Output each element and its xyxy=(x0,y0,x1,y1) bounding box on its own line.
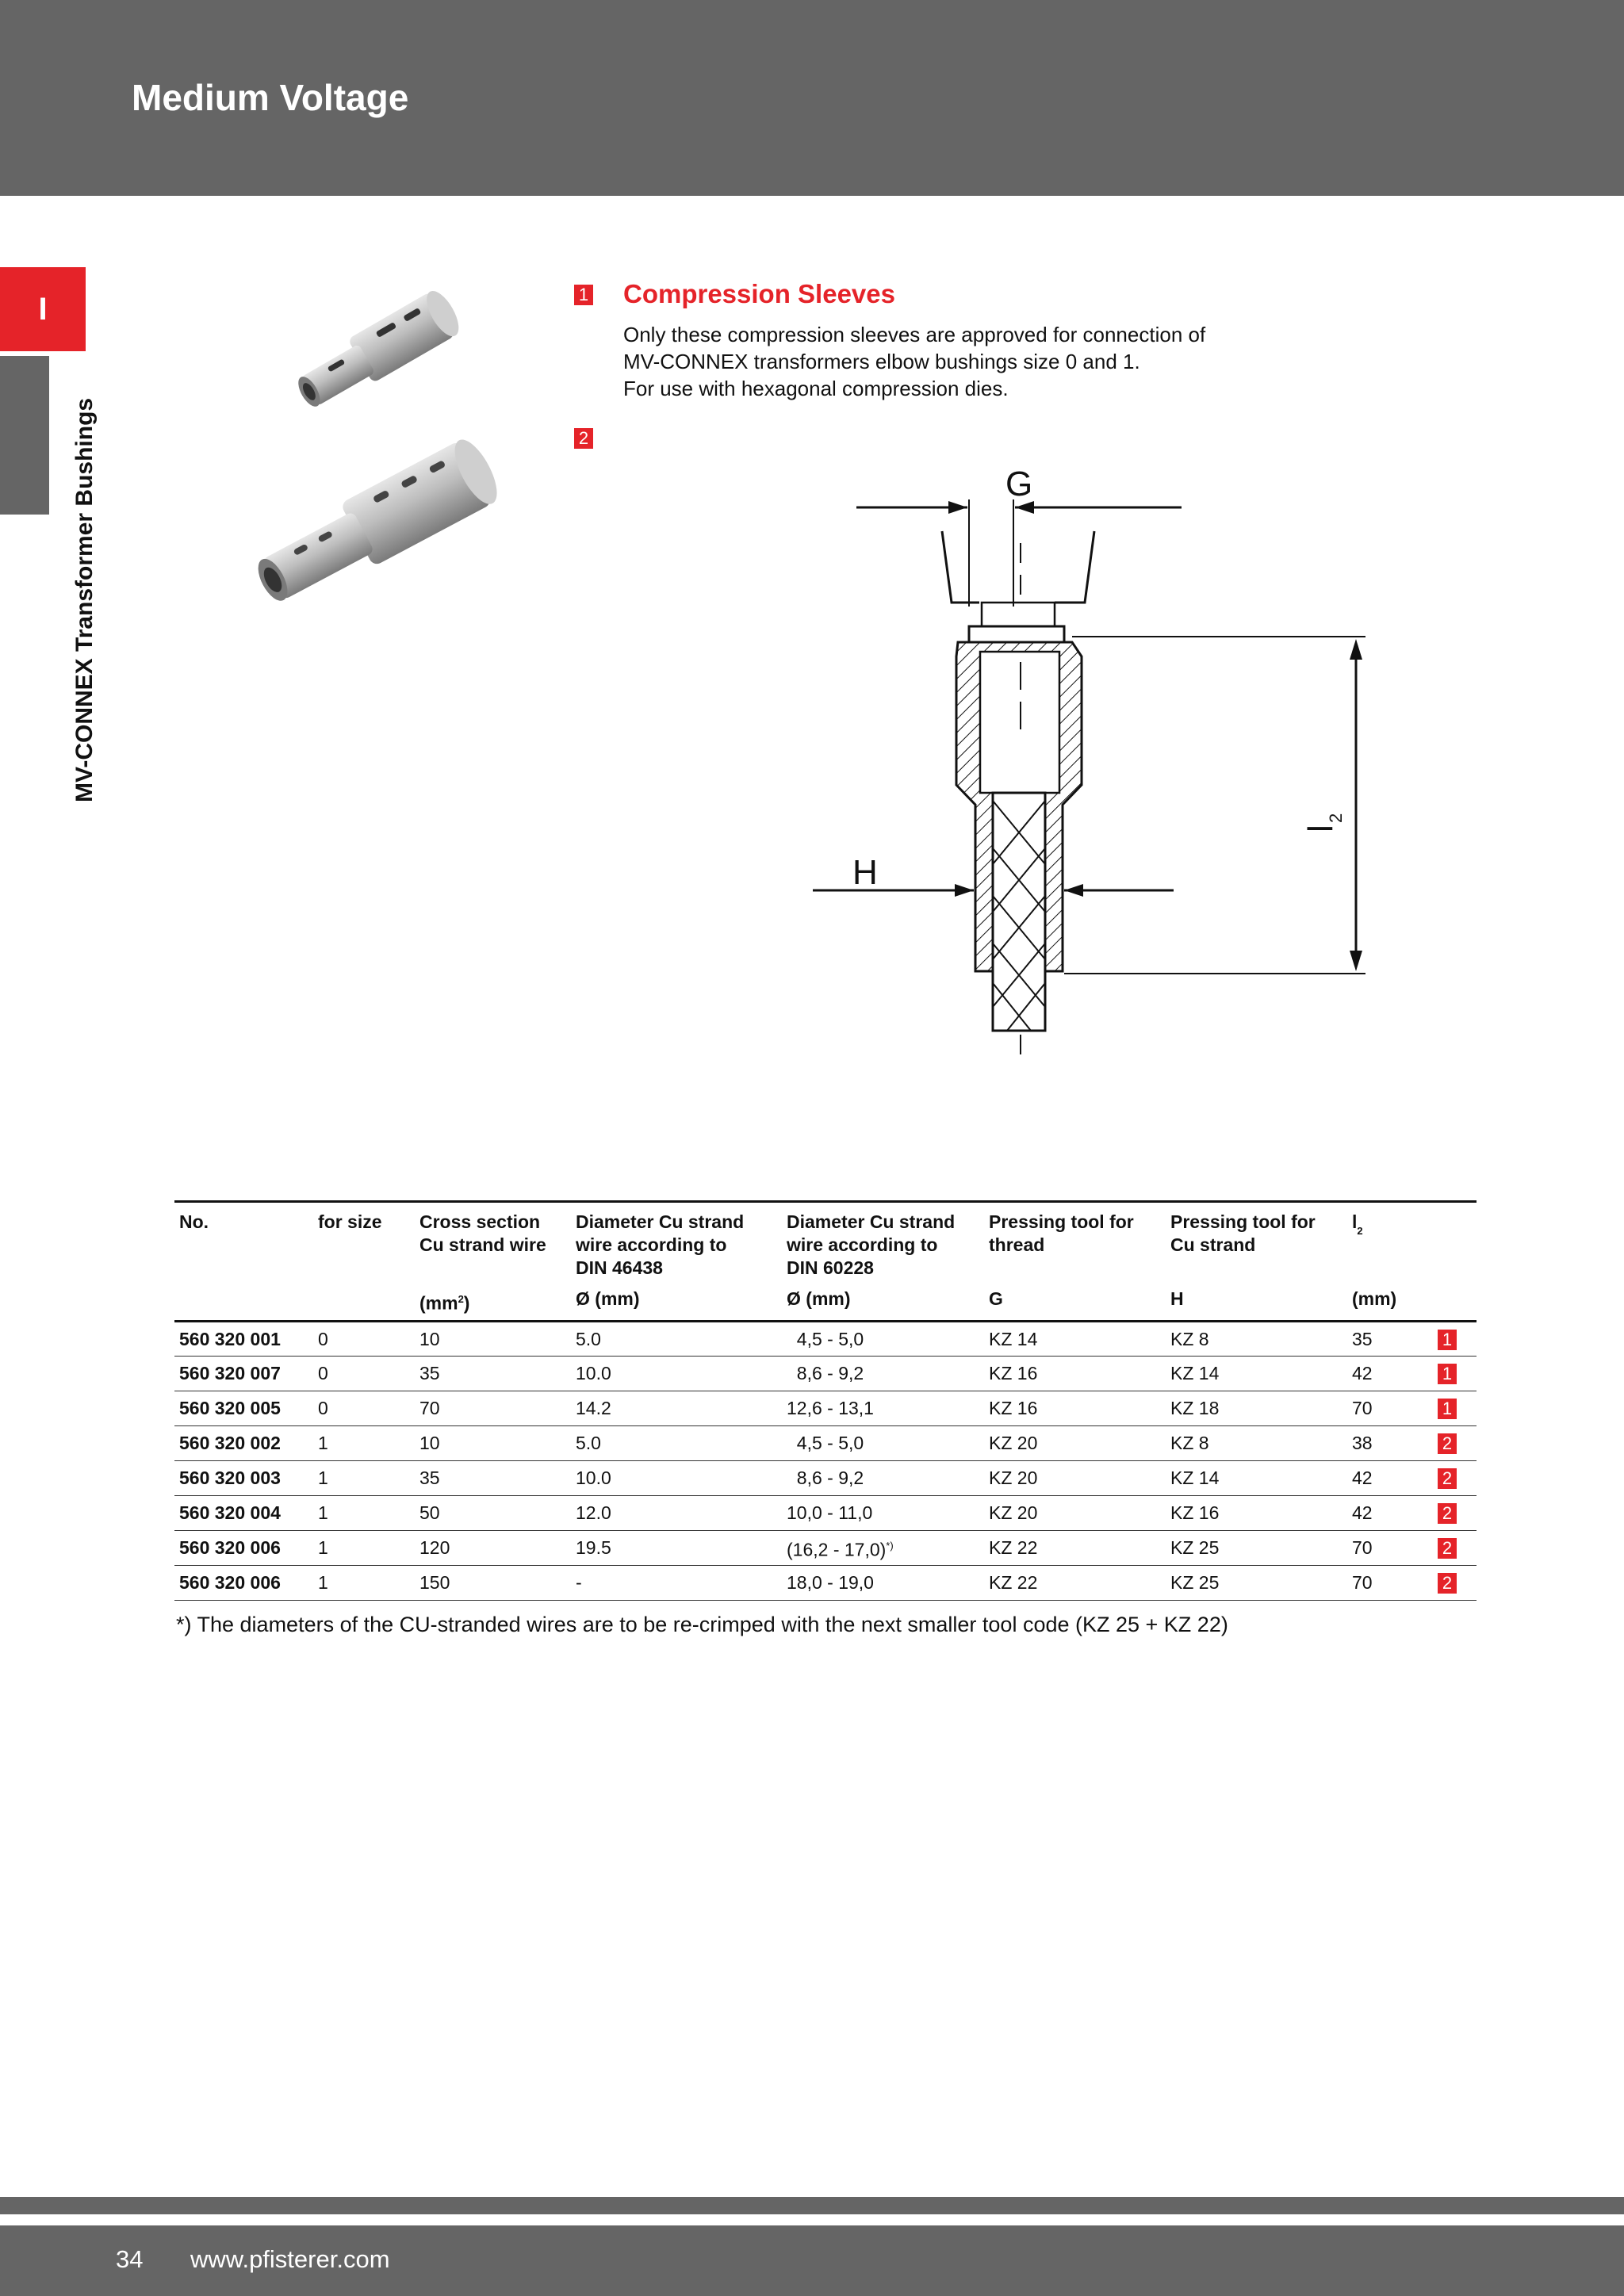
page-number: 34 xyxy=(116,2245,144,2273)
type-badge: 1 xyxy=(1438,1330,1457,1350)
section-badge-1: 1 xyxy=(574,285,593,305)
cell-type-badge xyxy=(1433,1321,1477,1356)
table-row xyxy=(174,1460,1477,1495)
cell-l2: 70 xyxy=(1347,1391,1433,1425)
sidebar-gray-block xyxy=(0,356,49,515)
header-cross: Cross section Cu strand wire xyxy=(415,1202,571,1284)
compression-sleeve-photos xyxy=(238,277,523,658)
cell-cross-section: 10 xyxy=(415,1425,571,1460)
cell-tool-thread: KZ 20 xyxy=(984,1495,1166,1530)
cell-article-no: 560 320 003 xyxy=(174,1460,313,1495)
cell-article-no: 560 320 006 xyxy=(174,1530,313,1565)
cell-article-no: 560 320 004 xyxy=(174,1495,313,1530)
technical-drawing xyxy=(793,452,1346,1150)
cell-size: 1 xyxy=(313,1565,415,1600)
header-din46438: Diameter Cu strand wire according to DIN 46438 xyxy=(571,1202,782,1284)
cell-article-no: 560 320 007 xyxy=(174,1356,313,1391)
unit-l2: (mm) xyxy=(1347,1283,1433,1321)
type-badge: 2 xyxy=(1438,1573,1457,1594)
cell-tool-strand: KZ 16 xyxy=(1166,1495,1347,1530)
cell-tool-thread: KZ 16 xyxy=(984,1391,1166,1425)
header-size: for size xyxy=(313,1202,415,1284)
header-l2: $l_2$ xyxy=(1347,1202,1433,1284)
table-row xyxy=(174,1356,1477,1391)
page-title: Medium Voltage xyxy=(132,77,409,118)
table-row xyxy=(174,1530,1477,1565)
unit-tool-strand: H xyxy=(1166,1283,1347,1321)
cell-size: 1 xyxy=(313,1460,415,1495)
cell-l2: 38 xyxy=(1347,1425,1433,1460)
header-tool-thread: Pressing tool for thread xyxy=(984,1202,1166,1284)
cell-tool-thread: KZ 16 xyxy=(984,1356,1166,1391)
section-badge-2: 2 xyxy=(574,428,593,449)
cell-din60228: 18,0 - 19,0 xyxy=(782,1565,984,1600)
cell-type-badge xyxy=(1433,1391,1477,1425)
cell-type-badge xyxy=(1433,1495,1477,1530)
header-no: No. xyxy=(174,1202,313,1284)
intro-line: For use with hexagonal compression dies. xyxy=(623,377,1009,400)
cell-tool-strand: KZ 8 xyxy=(1166,1425,1347,1460)
header-tool-strand: Pressing tool for Cu strand xyxy=(1166,1202,1347,1284)
cell-cross-section: 35 xyxy=(415,1460,571,1495)
cell-l2: 70 xyxy=(1347,1565,1433,1600)
cell-type-badge xyxy=(1433,1460,1477,1495)
cell-din60228: 8,6 - 9,2 xyxy=(782,1356,984,1391)
chapter-tab: I xyxy=(0,267,86,351)
cell-type-badge xyxy=(1433,1425,1477,1460)
cell-cross-section: 120 xyxy=(415,1530,571,1565)
drawing-label-h: H xyxy=(852,853,878,892)
table-row xyxy=(174,1565,1477,1600)
cell-tool-thread: KZ 22 xyxy=(984,1565,1166,1600)
cell-l2: 70 xyxy=(1347,1530,1433,1565)
type-badge: 2 xyxy=(1438,1538,1457,1559)
footer-website-link[interactable]: www.pfisterer.com xyxy=(190,2245,390,2273)
type-badge: 1 xyxy=(1438,1399,1457,1419)
cell-cross-section: 10 xyxy=(415,1321,571,1356)
cell-din60228: 4,5 - 5,0 xyxy=(782,1321,984,1356)
cell-din60228: 4,5 - 5,0 xyxy=(782,1425,984,1460)
cell-din46438: 5.0 xyxy=(571,1321,782,1356)
unit-din46438: Ø (mm) xyxy=(571,1283,782,1321)
section-title: Compression Sleeves xyxy=(623,279,895,308)
cell-l2: 42 xyxy=(1347,1460,1433,1495)
section-intro xyxy=(623,321,1337,402)
cell-tool-thread: KZ 20 xyxy=(984,1460,1166,1495)
cell-l2: 42 xyxy=(1347,1356,1433,1391)
cell-article-no: 560 320 005 xyxy=(174,1391,313,1425)
cell-din46438: 12.0 xyxy=(571,1495,782,1530)
type-badge: 2 xyxy=(1438,1503,1457,1524)
intro-line: Only these compression sleeves are approved for connection of xyxy=(623,323,1206,346)
cell-din60228: 8,6 - 9,2 xyxy=(782,1460,984,1495)
cell-type-badge xyxy=(1433,1356,1477,1391)
table-row xyxy=(174,1321,1477,1356)
cell-cross-section: 150 xyxy=(415,1565,571,1600)
cell-tool-thread: KZ 14 xyxy=(984,1321,1166,1356)
cell-tool-strand: KZ 8 xyxy=(1166,1321,1347,1356)
drawing-label-g: G xyxy=(1005,465,1033,503)
cell-din60228: (16,2 - 17,0)*) xyxy=(782,1530,984,1565)
cell-l2: 42 xyxy=(1347,1495,1433,1530)
cell-article-no: 560 320 002 xyxy=(174,1425,313,1460)
cell-tool-strand: KZ 14 xyxy=(1166,1460,1347,1495)
cell-l2: 35 xyxy=(1347,1321,1433,1356)
drawing-label-l-sub: 2 xyxy=(1326,813,1346,823)
header-din60228: Diameter Cu strand wire according to DIN 60228 xyxy=(782,1202,984,1284)
cell-din60228: 10,0 - 11,0 xyxy=(782,1495,984,1530)
table-row xyxy=(174,1425,1477,1460)
type-badge: 1 xyxy=(1438,1364,1457,1384)
cell-type-badge xyxy=(1433,1530,1477,1565)
cell-din46438: 10.0 xyxy=(571,1460,782,1495)
unit-cross: $(mm^2)$ xyxy=(415,1283,571,1321)
cell-article-no: 560 320 001 xyxy=(174,1321,313,1356)
specs-table xyxy=(174,1200,1477,1601)
cell-tool-thread: KZ 22 xyxy=(984,1530,1166,1565)
table-row xyxy=(174,1391,1477,1425)
cell-size: 1 xyxy=(313,1495,415,1530)
cell-cross-section: 50 xyxy=(415,1495,571,1530)
type-badge: 2 xyxy=(1438,1468,1457,1489)
cell-tool-strand: KZ 25 xyxy=(1166,1530,1347,1565)
cell-size: 1 xyxy=(313,1425,415,1460)
cell-din46438: 10.0 xyxy=(571,1356,782,1391)
sleeve-photo-1 xyxy=(289,286,465,417)
cell-tool-strand: KZ 25 xyxy=(1166,1565,1347,1600)
cell-din46438: - xyxy=(571,1565,782,1600)
page-header xyxy=(0,0,1624,196)
drawing-label-l: l xyxy=(1301,825,1340,832)
footer-divider xyxy=(0,2197,1624,2214)
cell-size: 1 xyxy=(313,1530,415,1565)
cell-size: 0 xyxy=(313,1321,415,1356)
type-badge: 2 xyxy=(1438,1433,1457,1454)
cell-din46438: 19.5 xyxy=(571,1530,782,1565)
intro-line: MV-CONNEX transformers elbow bushings size 0 and 1. xyxy=(623,350,1140,373)
table-row xyxy=(174,1495,1477,1530)
cell-din46438: 14.2 xyxy=(571,1391,782,1425)
header-type xyxy=(1433,1202,1477,1284)
cell-din60228: 12,6 - 13,1 xyxy=(782,1391,984,1425)
cell-tool-strand: KZ 18 xyxy=(1166,1391,1347,1425)
unit-din60228: Ø (mm) xyxy=(782,1283,984,1321)
cell-tool-strand: KZ 14 xyxy=(1166,1356,1347,1391)
cell-cross-section: 35 xyxy=(415,1356,571,1391)
sleeve-photo-2 xyxy=(247,434,506,617)
cell-tool-thread: KZ 20 xyxy=(984,1425,1166,1460)
cell-cross-section: 70 xyxy=(415,1391,571,1425)
table-footnote: *) The diameters of the CU-stranded wires are to be re-crimped with the next smaller tool code (KZ 25 + KZ 22) xyxy=(176,1613,1228,1636)
cell-size: 0 xyxy=(313,1356,415,1391)
sidebar-section-label: MV-CONNEX Transformer Bushings xyxy=(71,397,98,802)
cell-type-badge xyxy=(1433,1565,1477,1600)
cell-size: 0 xyxy=(313,1391,415,1425)
cell-din46438: 5.0 xyxy=(571,1425,782,1460)
unit-tool-thread: G xyxy=(984,1283,1166,1321)
cell-article-no: 560 320 006 xyxy=(174,1565,313,1600)
